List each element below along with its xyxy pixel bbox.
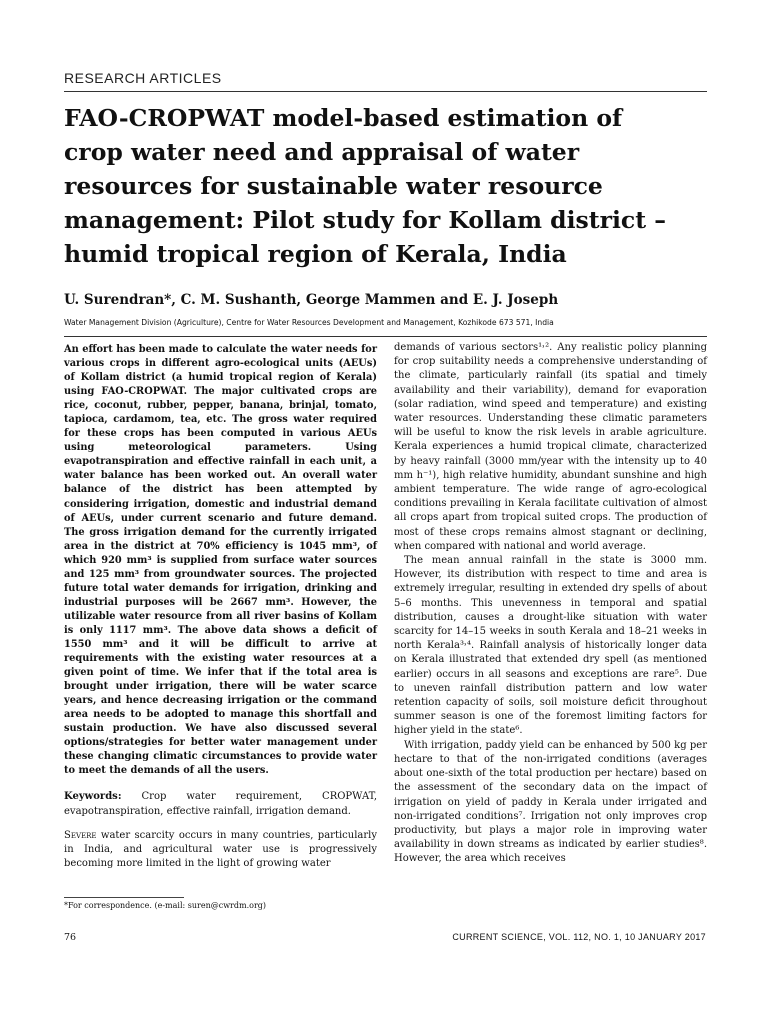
affiliation: Water Management Division (Agriculture), Centre for Water Resources Development and Management, Kozhikode 673 571, India <box>64 318 554 327</box>
correspondence-footnote: *For correspondence. (e-mail: suren@cwrdm.org) <box>64 901 267 910</box>
intro-paragraph <box>64 829 377 872</box>
title-line: resources for sustainable water resource <box>64 172 603 200</box>
body-paragraph: With irrigation, paddy yield can be enhanced by 500 kg per hectare to that of the non-irrigated conditions (averages about one-sixth of the total production per hectare) based on the assessment of the secondary data on the impact of irrigation on yield of paddy in Kerala under irrigated and non-irrigated conditions⁷. Irrigation not only improves crop productivity, but plays a major role in improving water availability in down streams as indicated by earlier studies⁸. However, the area which receives <box>394 739 707 865</box>
article-title <box>64 101 714 271</box>
title-line: humid tropical region of Kerala, India <box>64 240 567 268</box>
left-column <box>64 343 377 871</box>
intro-lead: Severe <box>64 829 97 841</box>
authors: U. Surendran*, C. M. Sushanth, George Mammen and E. J. Joseph <box>64 292 559 308</box>
intro-text: water scarcity occurs in many countries, particularly in India, and agricultural water use is progressively becoming more limited in the light of growing water <box>64 829 377 870</box>
keywords-label: Keywords: <box>64 791 122 803</box>
keywords-text: Crop water requirement, CROPWAT, evapotranspiration, effective rainfall, irrigation demand. <box>64 791 377 817</box>
keywords <box>64 790 377 818</box>
title-line: FAO-CROPWAT model-based estimation of <box>64 104 623 132</box>
page-number: 76 <box>64 932 77 943</box>
title-line: management: Pilot study for Kollam district – <box>64 206 666 234</box>
section-label: RESEARCH ARTICLES <box>64 70 222 86</box>
right-column <box>394 341 707 867</box>
header-rule <box>64 91 707 92</box>
title-line: crop water need and appraisal of water <box>64 138 580 166</box>
body-paragraph: demands of various sectors¹˒². Any realistic policy planning for crop suitability needs a comprehensive understanding of the climate, particularly rainfall (its spatial and timely availability and their variability), demand for evaporation (solar radiation, wind speed and temperature) and existing water resources. Understanding these climatic parameters will be useful to know the risk levels in arable agriculture. Kerala experiences a humid tropical climate, characterized by heavy rainfall (3000 mm/year with the intensity up to 40 mm h⁻¹), high relative humidity, abundant sunshine and high ambient temperature. The wide range of agro-ecological conditions prevailing in Kerala facilitate cultivation of almost all crops apart from tropical suited crops. The production of most of these crops remains almost stagnant or declining, when compared with national and world average. <box>394 342 707 552</box>
affiliation-rule <box>64 336 707 337</box>
journal-citation: CURRENT SCIENCE, VOL. 112, NO. 1, 10 JANUARY 2017 <box>452 932 706 942</box>
footnote-rule <box>64 897 184 898</box>
abstract: An effort has been made to calculate the water needs for various crops in different agro-ecological units (AEUs) of Kollam district (a humid tropical region of Kerala) using FAO-CROPWAT. The major cultivated crops are rice, coconut, rubber, pepper, banana, brinjal, tomato, tapioca, cardamom, tea, etc. The gross water required for these crops has been computed in various AEUs using meteorological parameters. Using evapotranspiration and effective rainfall in each unit, a water balance has been worked out. An overall water balance of the district has been attempted by considering irrigation, domestic and industrial demand of AEUs, under current scenario and future demand. The gross irrigation demand for the currently irrigated area in the district at 70% efficiency is 1045 mm³, of which 920 mm³ is supplied from surface water sources and 125 mm³ from groundwater sources. The projected future total water demands for irrigation, drinking and industrial purposes will be 2667 mm³. However, the utilizable water resource from all river basins of Kollam is only 1117 mm³. The above data shows a deficit of 1550 mm³ and it will be difficult to arrive at requirements with the existing water resources at a given point of time. We infer that if the total area is brought under irrigation, there will be water scarce years, and hence decreasing irrigation or the command area needs to be adopted to manage this shortfall and sustain production. We have also discussed several options/strategies for better water management under these changing climatic circumstances to provide water to meet the demands of all the users. <box>64 344 377 777</box>
body-paragraph: The mean annual rainfall in the state is 3000 mm. However, its distribution with respect to time and area is extremely irregular, resulting in extended dry spells of about 5–6 months. This unevenness in temporal and spatial distribution, causes a drought-like situation with water scarcity for 14–15 weeks in south Kerala and 18–21 weeks in north Kerala³˒⁴. Rainfall analysis of historically longer data on Kerala illustrated that extended dry spell (as mentioned earlier) occurs in all seasons and exceptions are rare⁵. Due to uneven rainfall distribution pattern and low water retention capacity of soils, soil moisture deficit throughout summer season is one of the foremost limiting factors for higher yield in the state⁶. <box>394 555 707 737</box>
